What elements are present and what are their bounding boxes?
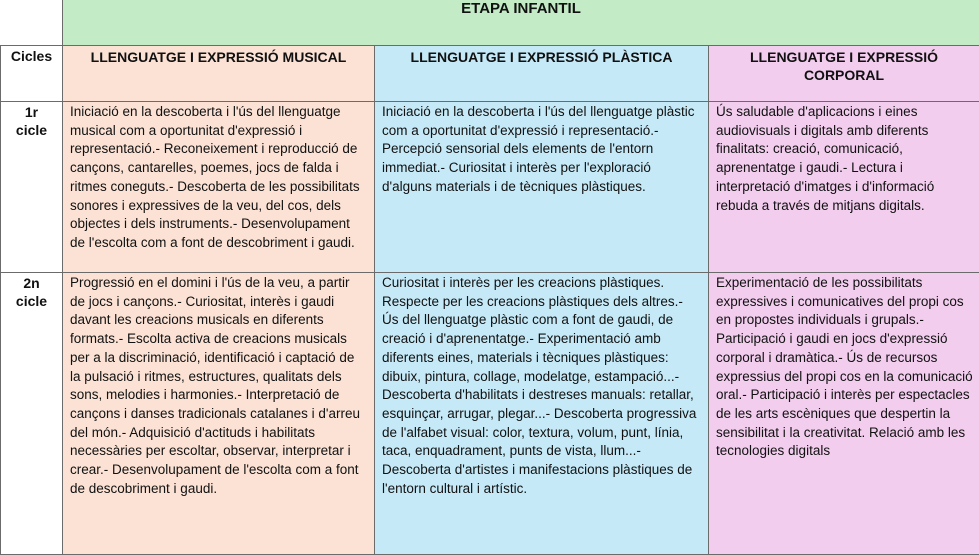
column-header-corporal: LLENGUATGE I EXPRESSIÓ CORPORAL [709, 46, 979, 102]
table-row [1, 273, 979, 555]
cell-corporal-2n: Experimentació de les possibilitats expressives i comunicatives del propi cos en propostes individuals i grupals.- Participació i gaudi en jocs d'expressió corporal i dramàtica.- Ús de recursos expressius del propi cos en la comunicació oral.- Participació i interès per espectacles de les arts escèniques que despertin la sensibilitat i la creativitat. Relació amb les tecnologies digitals [709, 273, 979, 555]
blank-corner [1, 0, 63, 46]
cell-musical-1r: Iniciació en la descoberta i l'ús del llenguatge musical com a oportunitat d'expressió i representació.- Reconeixement i reproducció de cançons, cantarelles, poemes, jocs de falda i ritmes coneguts.- Descoberta de les possibilitats sonores i expressives de la veu, del cos, dels objectes i dels instruments.- Desenvolupament de l'escolta com a font de descobriment i gaudi. [63, 102, 375, 273]
table-row [1, 102, 979, 273]
column-header-plastica: LLENGUATGE I EXPRESSIÓ PLÀSTICA [375, 46, 709, 102]
stage-title: ETAPA INFANTIL [63, 0, 979, 46]
cell-plastica-1r: Iniciació en la descoberta i l'ús del llenguatge plàstic com a oportunitat d'expressió i representació.- Percepció sensorial dels elements de l'entorn immediat.- Curiositat i interès per l'exploració d'alguns materials i de tècniques plàstiques. [375, 102, 709, 273]
row-label-1r-cicle: 1r cicle [1, 102, 63, 273]
header-row [1, 46, 979, 102]
cicles-header [1, 46, 63, 102]
cell-plastica-2n: Curiositat i interès per les creacions plàstiques. Respecte per les creacions plàstiques dels altres.- Ús del llenguatge plàstic com a font de gaudi, de creació i d'aprenentatge.- Experimentació amb diferents eines, materials i tècniques plàstiques: dibuix, pintura, collage, modelatge, estampació...- Descoberta d'habilitats i destreses manuals: retallar, esquinçar, arrugar, plegar...- Descoberta progressiva de l'alfabet visual: color, textura, volum, punt, línia, taca, enquadrament, punts de vista, llum...- Descoberta d'artistes i manifestacions plàstiques de l'entorn cultural i artístic. [375, 273, 709, 555]
cell-musical-2n: Progressió en el domini i l'ús de la veu, a partir de jocs i cançons.- Curiositat, interès i gaudi davant les creacions musicals en diferents formats.- Escolta activa de creacions musicals per a la discriminació, identificació i captació de la pulsació i ritmes, estructures, qualitats dels sons, melodies i harmonies.- Interpretació de cançons i danses tradicionals catalanes i d'arreu del món.- Adquisició d'actituds i habilitats necessàries per escoltar, observar, interpretar i crear.- Desenvolupament de l'escolta com a font de descobriment i gaudi. [63, 273, 375, 555]
row-label-2n-cicle: 2n cicle [1, 273, 63, 555]
stage-row [1, 0, 979, 46]
cell-corporal-1r: Ús saludable d'aplicacions i eines audiovisuals i digitals amb diferents finalitats: creació, comunicació, aprenentatge i gaudi.- Lectura i interpretació d'imatges i d'informació rebuda a través de mitjans digitals. [709, 102, 979, 273]
column-header-musical: LLENGUATGE I EXPRESSIÓ MUSICAL [63, 46, 375, 102]
cicles-label: Cicles [11, 48, 52, 64]
